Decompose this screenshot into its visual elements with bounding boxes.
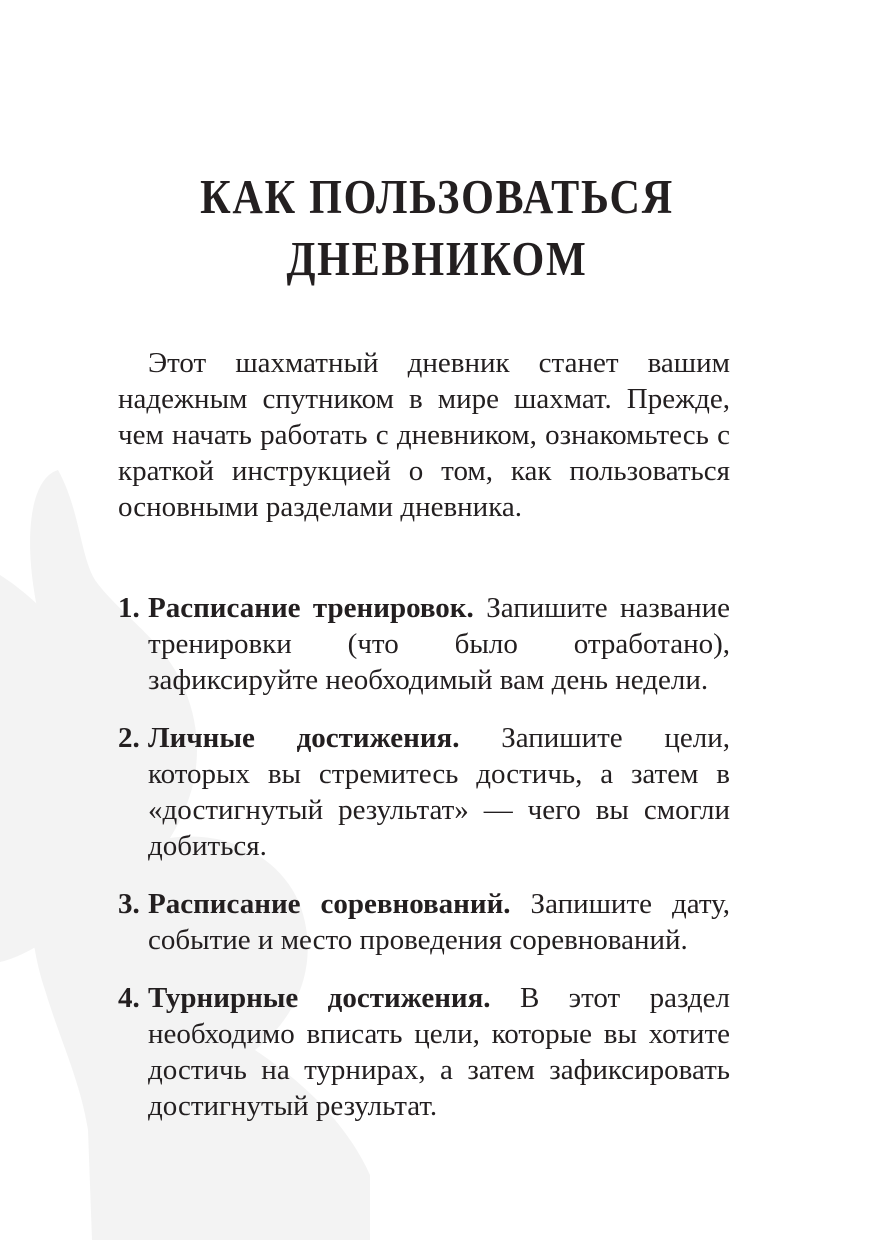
instruction-item: [118, 720, 730, 864]
instruction-heading: Расписание соревнований.: [148, 888, 531, 920]
instruction-item: [118, 886, 730, 958]
instruction-item: [118, 980, 730, 1124]
instruction-list: [118, 590, 730, 1146]
page-title-line-1: КАК ПОЛЬЗОВАТЬСЯ: [200, 169, 674, 224]
instruction-number: 4.: [118, 982, 140, 1014]
instruction-number: 2.: [118, 722, 140, 754]
intro-paragraph: Этот шахматный дневник станет вашим надежным спутником в мире шахмат. Прежде, чем начать работать с дневником, ознакомьтесь с краткой инструкцией о том, как пользоваться основными разделами дневника.: [118, 347, 730, 523]
instruction-text: В этот раздел необходимо вписать цели, которые вы хотите достичь на турнирах, а затем зафиксировать достигнутый результат.: [148, 982, 730, 1122]
instruction-number: 1.: [118, 592, 140, 624]
instruction-heading: Расписание тренировок.: [148, 592, 487, 624]
instruction-text: Запишите дату, событие и место проведения соревнований.: [148, 888, 730, 956]
instruction-item: [118, 590, 730, 698]
instruction-text: Запишите название тренировки (что было отработано), зафиксируйте необходимый вам день недели.: [148, 592, 730, 696]
page-title: [0, 166, 874, 290]
instruction-number: 3.: [118, 888, 140, 920]
instruction-heading: Турнирные достижения.: [148, 982, 520, 1014]
instruction-heading: Личные достижения.: [148, 722, 502, 754]
instruction-text: Запишите цели, которых вы стремитесь достичь, а затем в «достигнутый результат» — чего вы смогли добиться.: [148, 722, 731, 862]
page-title-line-2: ДНЕВНИКОМ: [286, 231, 588, 286]
